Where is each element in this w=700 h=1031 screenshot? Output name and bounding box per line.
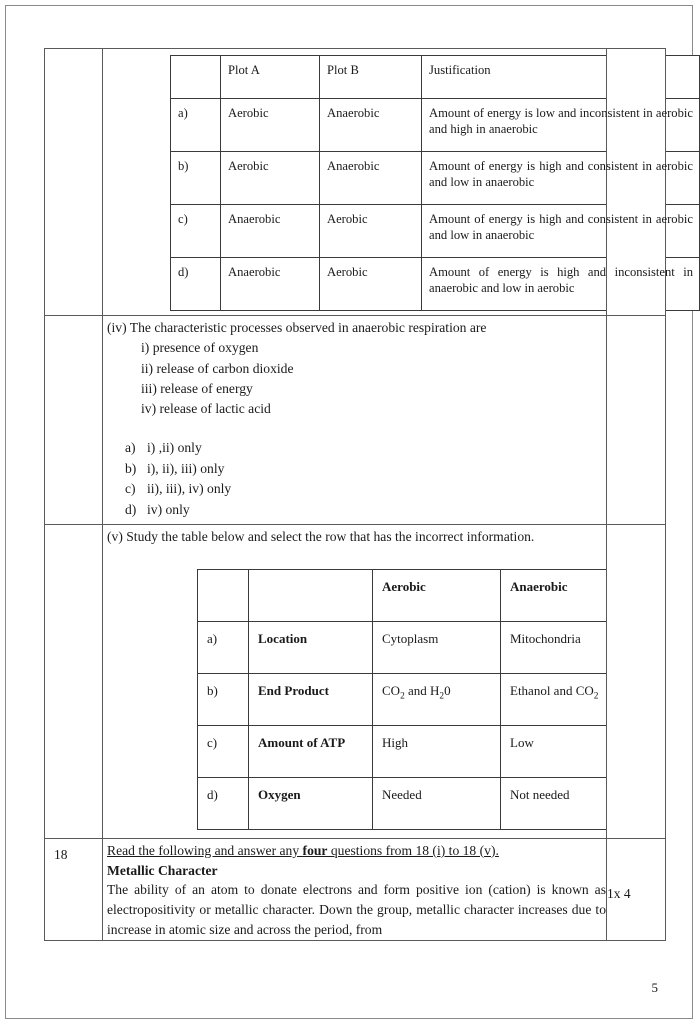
statement-iv: iv) release of lactic acid [141, 401, 271, 417]
question-number-cell [45, 49, 103, 316]
statement-iii: iii) release of energy [141, 381, 253, 397]
header-blank-prop [249, 569, 373, 621]
option-key: b) [125, 460, 137, 476]
option-key: c) [125, 481, 136, 497]
header-aerobic: Aerobic [373, 569, 501, 621]
option-key: a) [171, 99, 221, 152]
question-number-cell [45, 525, 103, 838]
option-key: c) [171, 205, 221, 258]
cell-plot-b: Anaerobic [320, 99, 422, 152]
option-d[interactable] [125, 500, 606, 521]
question-content-cell [103, 49, 693, 316]
option-key: d) [171, 258, 221, 311]
question-content-cell [103, 838, 607, 941]
cell-anaerobic: Not needed [501, 777, 663, 829]
header-blank-key [198, 569, 249, 621]
option-key: d) [125, 501, 137, 517]
cell-property: End Product [249, 673, 373, 725]
cell-justification: Amount of energy is high and inconsistent in anaerobic and low in aerobic [422, 258, 700, 311]
cell-aerobic: Cytoplasm [373, 621, 501, 673]
header-plot-a: Plot A [221, 56, 320, 99]
option-key: b) [171, 152, 221, 205]
cell-plot-a: Aerobic [221, 99, 320, 152]
page-number: 5 [651, 980, 658, 995]
cell-justification: Amount of energy is low and inconsistent in aerobic and high in anaerobic [422, 99, 700, 152]
option-key: a) [125, 439, 136, 455]
cell-justification: Amount of energy is high and consistent in aerobic and low in anaerobic [422, 205, 700, 258]
question-number [45, 525, 102, 533]
option-key: b) [198, 673, 249, 725]
statement-ii: ii) release of carbon dioxide [141, 360, 294, 376]
option-text: iv) only [147, 501, 190, 517]
header-plot-b: Plot B [320, 56, 422, 99]
table-row [198, 777, 663, 829]
question-grid [44, 48, 693, 941]
question-number: 18 [54, 846, 68, 862]
cell-aerobic: High [373, 725, 501, 777]
question-content-cell [103, 316, 607, 525]
question-v-row [45, 525, 666, 838]
table-row [198, 673, 663, 725]
cell-plot-a: Anaerobic [221, 205, 320, 258]
option-a[interactable] [125, 438, 606, 459]
table-row [45, 49, 666, 316]
question-18-row [45, 838, 666, 941]
statement-i: i) presence of oxygen [141, 340, 259, 356]
option-key: d) [198, 777, 249, 829]
question-v-stem: (v) Study the table below and select the row that has the incorrect information. [107, 529, 535, 545]
cell-anaerobic: Ethanol and $CO_2$ [501, 673, 663, 725]
instruction-bold-four: four [302, 842, 328, 858]
cell-property: Oxygen [249, 777, 373, 829]
question-iv-row [45, 316, 666, 525]
question-iv-options [125, 438, 606, 521]
option-b[interactable] [125, 459, 606, 480]
cell-plot-b: Aerobic [320, 258, 422, 311]
question-number [45, 316, 102, 324]
cell-plot-a: Aerobic [221, 152, 320, 205]
cell-aerobic: Needed [373, 777, 501, 829]
cell-justification: Amount of energy is high and consistent in aerobic and low in anaerobic [422, 152, 700, 205]
header-justification: Justification [422, 56, 700, 99]
cell-anaerobic: Mitochondria [501, 621, 663, 673]
table-row [198, 725, 663, 777]
marks-cell [607, 525, 666, 838]
question-18-instruction [107, 841, 606, 860]
table-row [198, 621, 663, 673]
cell-plot-b: Aerobic [320, 205, 422, 258]
question-content-cell [103, 525, 607, 838]
question-number [45, 49, 102, 57]
cell-anaerobic: Low [501, 725, 663, 777]
option-text: ii), iii), iv) only [147, 481, 232, 497]
marks-cell [607, 316, 666, 525]
passage-paragraph: The ability of an atom to donate electrons and form positive ion (cation) is known as electropositivity or metallic character. Down the group, metallic character increases due to increase in atomic size and across the period, from [107, 882, 606, 938]
cell-plot-a: Anaerobic [221, 258, 320, 311]
table-header-row [198, 569, 663, 621]
option-key: c) [198, 725, 249, 777]
page-frame [5, 5, 693, 1019]
aerobic-anaerobic-table [197, 569, 663, 830]
passage-heading: Metallic Character [107, 863, 218, 879]
cell-aerobic: $CO_2$ and $H_20$ [373, 673, 501, 725]
instruction-part-2: questions from 18 (i) to 18 (v). [327, 842, 499, 858]
cell-plot-b: Anaerobic [320, 152, 422, 205]
question-number-cell [45, 838, 103, 941]
header-anaerobic: Anaerobic [501, 569, 663, 621]
header-blank [171, 56, 221, 99]
instruction-part-1: Read the following and answer any [107, 842, 303, 858]
question-iv-stem: (iv) The characteristic processes observed in anaerobic respiration are [107, 320, 487, 335]
option-key: a) [198, 621, 249, 673]
cell-property: Location [249, 621, 373, 673]
option-text: i) ,ii) only [147, 439, 202, 455]
marks-cell [607, 838, 666, 941]
question-number-cell [45, 316, 103, 525]
marks-value: 1x 4 [607, 885, 631, 901]
cell-property: Amount of ATP [249, 725, 373, 777]
option-text: i), ii), iii) only [147, 460, 225, 476]
question-iv-statements [141, 338, 606, 420]
option-c[interactable] [125, 479, 606, 500]
